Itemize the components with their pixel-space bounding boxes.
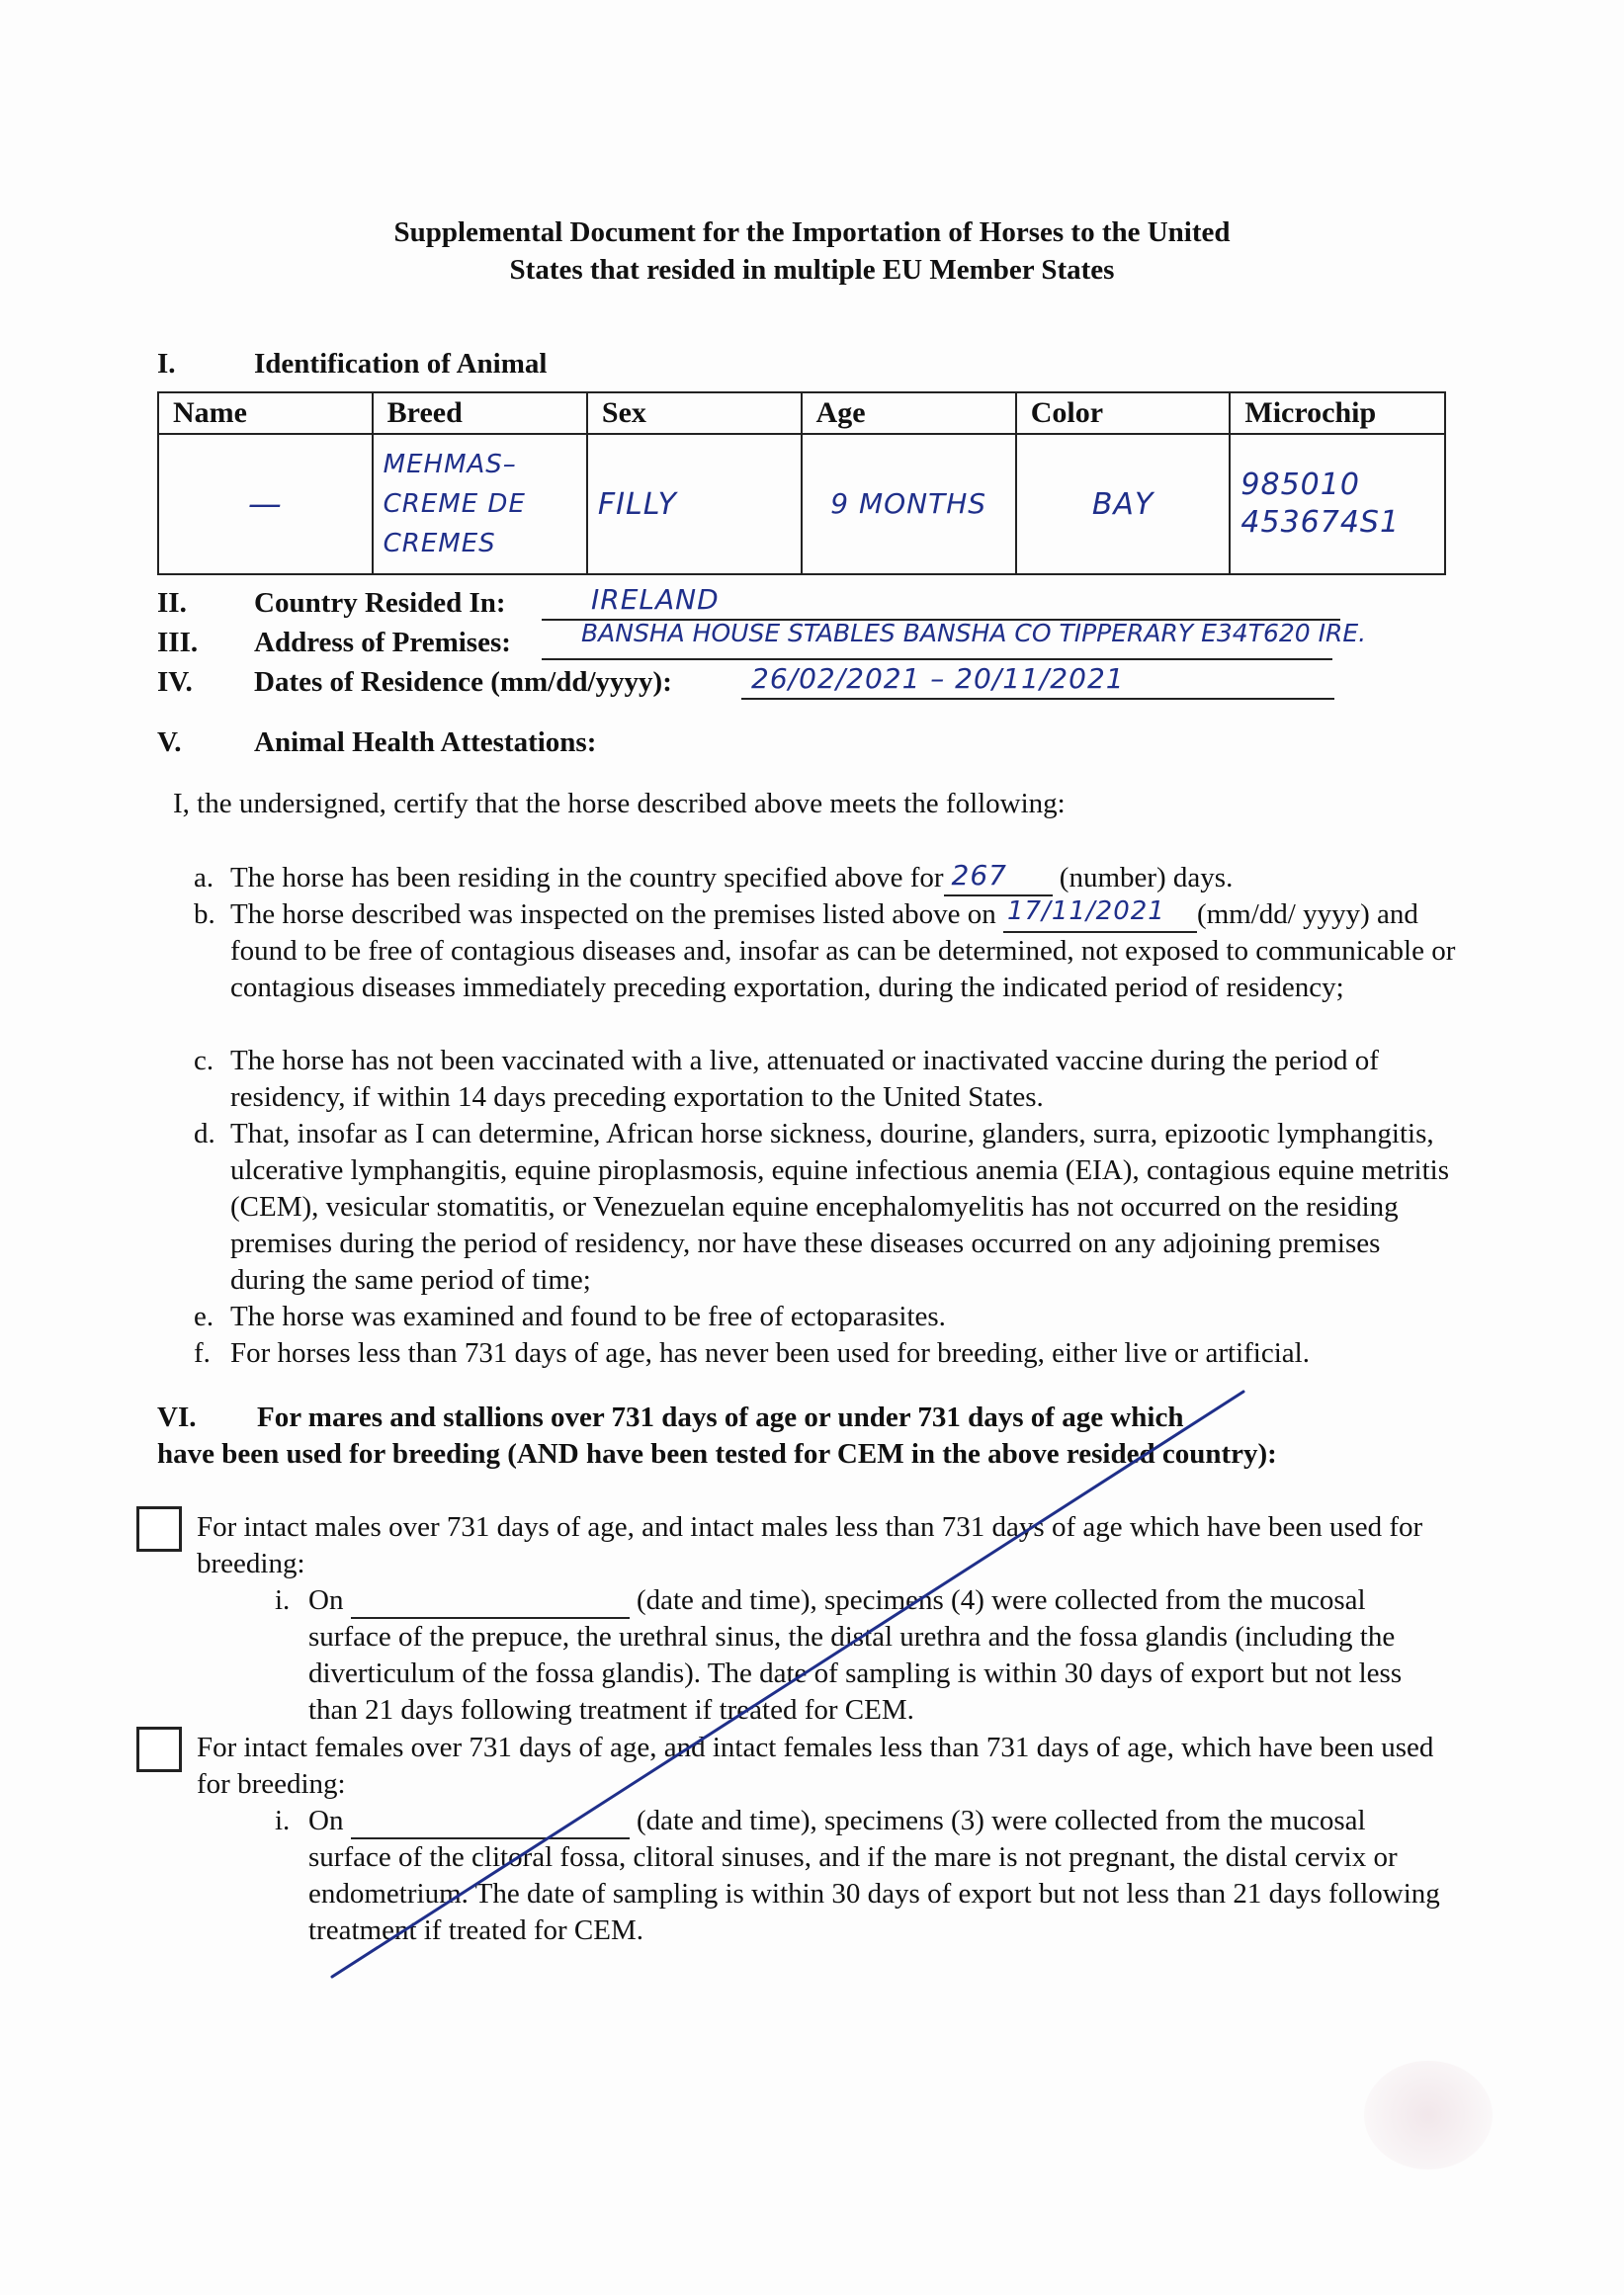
title-line-1: Supplemental Document for the Importation of Horses to the United [393,216,1231,248]
section-3-label: Address of Premises: [254,627,511,658]
breed-line-2: CREME DE [383,489,526,519]
section-6-number: VI. [157,1402,197,1433]
days-value: 267 [951,859,1007,892]
breed-line-3: CREMES [383,529,496,558]
col-header-sex: Sex [587,392,802,434]
section-2-number: II. [157,587,187,619]
section-2-label: Country Resided In: [254,587,506,619]
cell-sex[interactable]: FILLY [587,434,802,574]
cell-age[interactable]: 9 MONTHS [802,434,1016,574]
section-6-heading-line-2: have been used for breeding (AND have been tested for CEM in the above resided country): [157,1438,1277,1470]
col-header-breed: Breed [373,392,587,434]
attestation-intro: I, the undersigned, certify that the horse described above meets the following: [173,788,1066,819]
females-paragraph: For intact females over 731 days of age, and intact females less than 731 days of age, which have been used for breeding: [197,1732,1434,1800]
microchip-line-2: 453674S1 [1240,505,1401,540]
section-1-number: I. [157,348,176,380]
address-value: BANSHA HOUSE STABLES BANSHA CO TIPPERARY E34T620 IRE. [581,619,1367,647]
inspection-date-value: 17/11/2021 [1006,896,1165,926]
residence-dates-value: 26/02/2021 – 20/11/2021 [751,662,1125,695]
section-6-heading-line-1: For mares and stallions over 731 days of age or under 731 days of age which [257,1402,1184,1433]
section-3-number: III. [157,627,199,658]
title-line-2: States that resided in multiple EU Member States [509,254,1115,286]
section-5-heading: Animal Health Attestations: [254,726,597,758]
col-header-name: Name [158,392,373,434]
attestation-b: b. The horse described was inspected on the premises listed above on 17/11/2021 (mm/dd/ yyyy) and found to be free of contagious diseases and, insofar as can be determined, not exposed to communicable or contagious diseases immediately preceding exportation, during the indicated period of residency; [194,896,1469,1045]
col-header-age: Age [802,392,1016,434]
microchip-line-1: 985010 [1240,468,1360,502]
col-header-color: Color [1016,392,1231,434]
cell-color[interactable]: BAY [1016,434,1231,574]
section-4-number: IV. [157,666,193,698]
males-paragraph: For intact males over 731 days of age, and intact males less than 731 days of age which have been used for breeding: [197,1511,1423,1579]
col-header-microchip: Microchip [1230,392,1445,434]
breed-line-1: MEHMAS– [383,450,517,479]
section-4-label: Dates of Residence (mm/dd/yyyy): [254,666,672,698]
section-5-number: V. [157,726,182,758]
cell-name[interactable]: — [158,434,373,574]
country-value: IRELAND [591,583,720,616]
section-1-heading: Identification of Animal [254,348,548,380]
faint-stamp [1364,2061,1493,2169]
diagonal-strike [332,1392,1243,1977]
